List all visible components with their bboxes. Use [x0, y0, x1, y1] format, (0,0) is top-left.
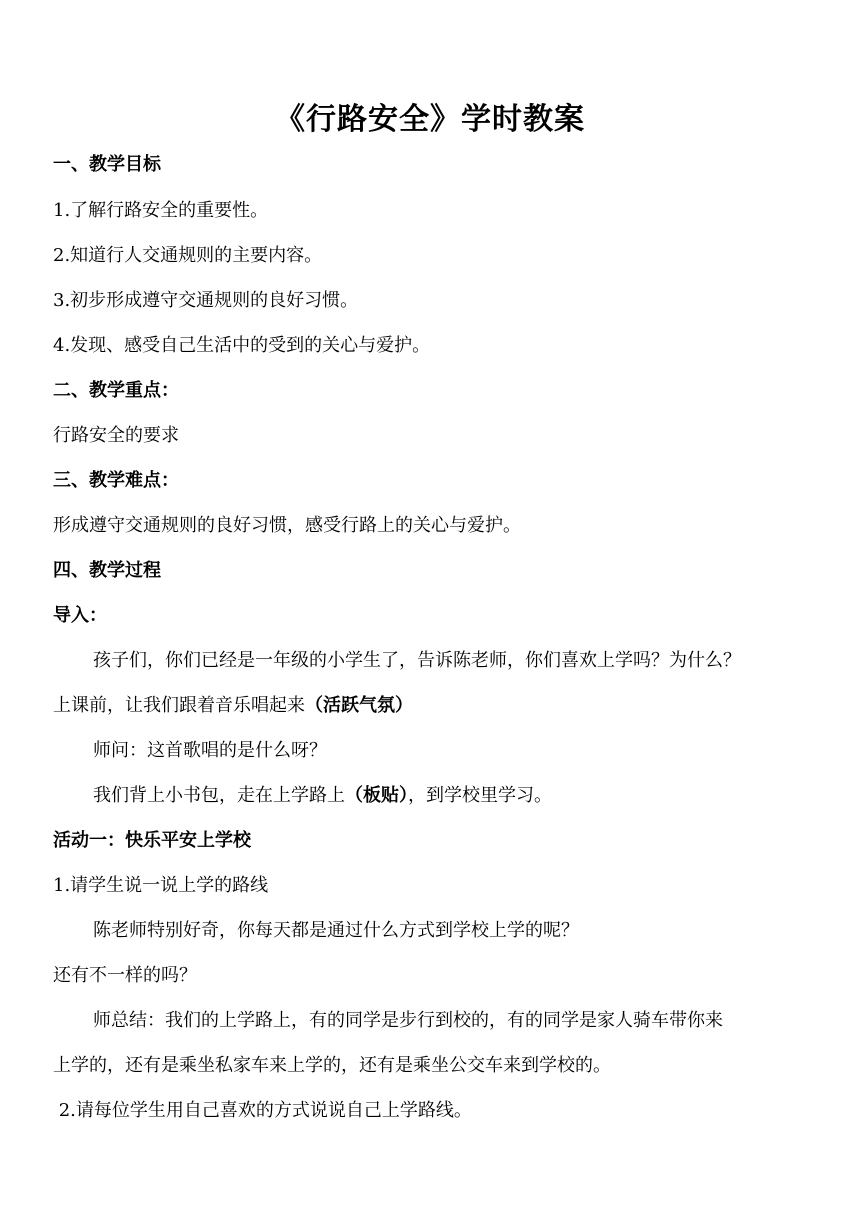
key-points-text: 行路安全的要求: [53, 425, 179, 446]
section-heading-teaching-goals: 一、教学目标: [53, 154, 161, 175]
activity-1-item-2: 2.请每位学生用自己喜欢的方式说说自己上学路线。: [53, 1100, 472, 1121]
intro-paragraph-1-line-1: 孩子们，你们已经是一年级的小学生了，告诉陈老师，你们喜欢上学吗？为什么？: [93, 650, 741, 671]
section-heading-key-points: 二、教学重点：: [53, 380, 179, 401]
goal-item-3: 3.初步形成遵守交通规则的良好习惯。: [53, 290, 359, 311]
goal-item-2: 2.知道行人交通规则的主要内容。: [53, 245, 323, 266]
activity-1-item-1: 1.请学生说一说上学的路线: [53, 875, 269, 896]
intro-paragraph-2: 师问：这首歌唱的是什么呀？: [93, 740, 327, 761]
difficulties-text: 形成遵守交通规则的良好习惯，感受行路上的关心与爱护。: [53, 515, 521, 536]
intro-paragraph-1-line-2: [53, 691, 813, 721]
intro-paragraph-3: [93, 781, 813, 811]
activity-1-heading: 活动一：快乐平安上学校: [53, 830, 251, 851]
activity-1-paragraph-3-line-2: 上学的，还有是乘坐私家车来上学的，还有是乘坐公交车来到学校的。: [53, 1055, 611, 1076]
activity-1-paragraph-1: 陈老师特别好奇，你每天都是通过什么方式到学校上学的呢？: [93, 920, 579, 941]
goal-item-4: 4.发现、感受自己生活中的受到的关心与爱护。: [53, 335, 431, 356]
section-heading-process: 四、教学过程: [53, 560, 161, 581]
intro-paragraph-3-text-end: ，到学校里学习。: [408, 785, 552, 806]
section-heading-difficulties: 三、教学难点：: [53, 470, 179, 491]
goal-item-1: 1.了解行路安全的重要性。: [53, 200, 269, 221]
intro-paragraph-3-text: 我们背上小书包，走在上学路上: [93, 785, 345, 806]
activity-1-paragraph-2: 还有不一样的吗？: [53, 965, 197, 986]
intro-paragraph-1-text: 上课前，让我们跟着音乐唱起来: [53, 695, 305, 716]
document-title: 《行路安全》学时教案: [275, 102, 585, 137]
intro-paragraph-3-bold-note: （板贴）: [345, 785, 408, 806]
intro-paragraph-1-bold-note: （活跃气氛）: [305, 695, 413, 716]
intro-heading: 导入：: [53, 605, 107, 626]
activity-1-paragraph-3-line-1: 师总结：我们的上学路上，有的同学是步行到校的，有的同学是家人骑车带你来: [93, 1010, 723, 1031]
